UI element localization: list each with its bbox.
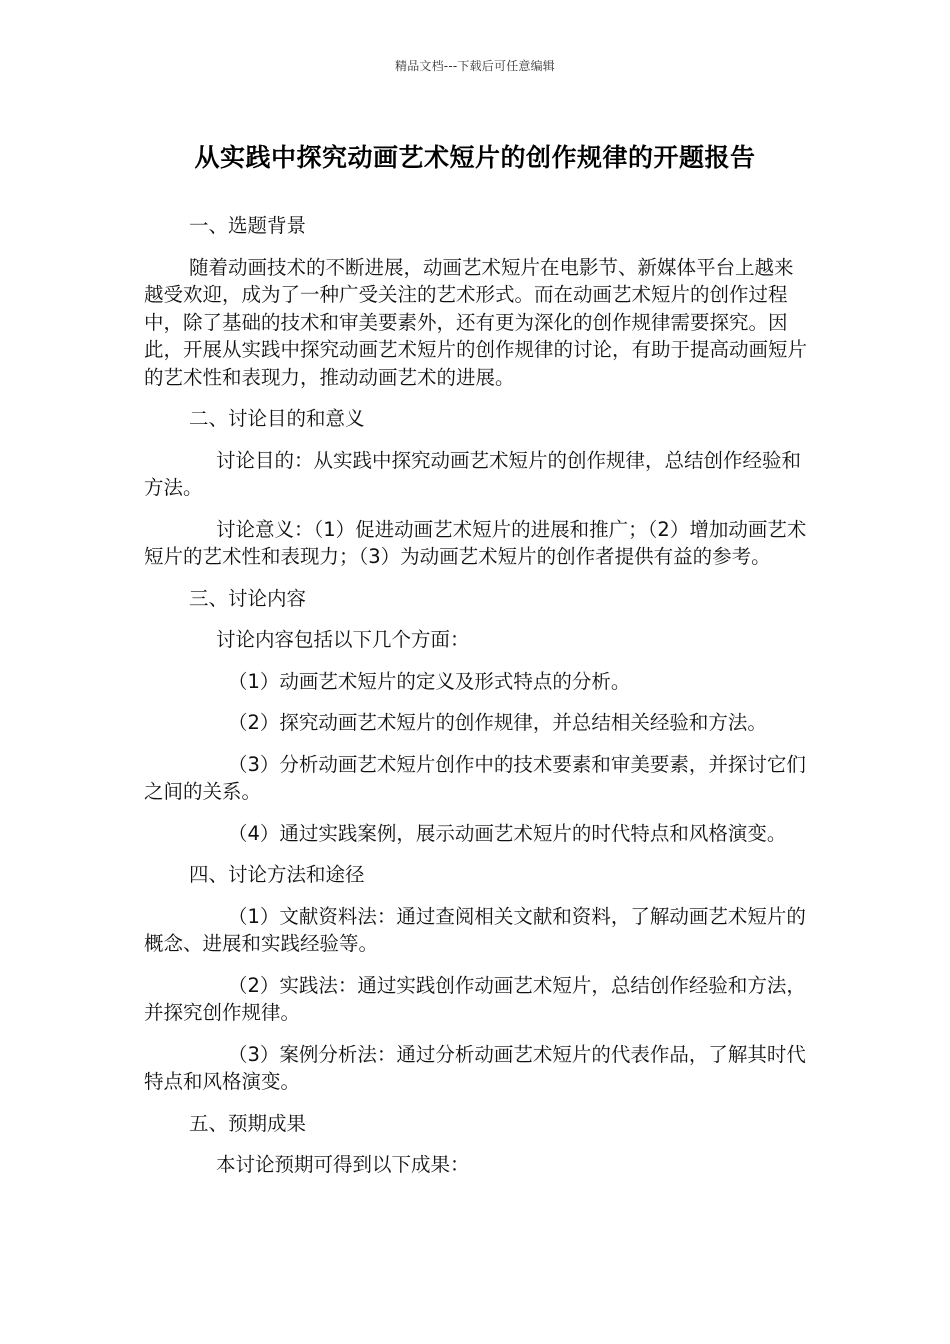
section-heading: 四、讨论方法和途径 [189,863,365,886]
list-item: （2）实践法：通过实践创作动画艺术短片，总结创作经验和方法，并探究创作规律。 [144,973,806,1024]
paragraph: 讨论意义：（1）促进动画艺术短片的进展和推广；（2）增加动画艺术短片的艺术性和表现力；（3）为动画艺术短片的创作者提供有益的参考。 [144,517,807,568]
list-item: （3）分析动画艺术短片创作中的技术要素和审美要素，并探讨它们之间的关系。 [144,752,806,803]
list-item: （1）文献资料法：通过查阅相关文献和资料，了解动画艺术短片的概念、进展和实践经验等。 [144,904,806,955]
list-item: （3）案例分析法：通过分析动画艺术短片的代表作品，了解其时代特点和风格演变。 [144,1042,806,1093]
list-item: （4）通过实践案例，展示动画艺术短片的时代特点和风格演变。 [228,821,787,845]
section-heading: 三、讨论内容 [189,586,307,610]
paragraph: 讨论内容包括以下几个方面： [216,628,470,651]
document-title: 从实践中探究动画艺术短片的创作规律的开题报告 [194,143,756,172]
section-heading: 二、讨论目的和意义 [189,407,365,430]
section-heading: 五、预期成果 [189,1111,307,1135]
paragraph: 讨论目的：从实践中探究动画艺术短片的创作规律，总结创作经验和方法。 [144,448,802,499]
section-heading: 一、选题背景 [189,214,307,237]
list-item: （1）动画艺术短片的定义及形式特点的分析。 [228,669,631,693]
list-item: （2）探究动画艺术短片的创作规律，并总结相关经验和方法。 [228,711,767,734]
paragraph: 随着动画技术的不断进展，动画艺术短片在电影节、新媒体平台上越来越受欢迎，成为了一种广受关注的艺术形式。而在动画艺术短片的创作过程中，除了基础的技术和审美要素外，还有更为深化的创作规律需要探究。因此，开展从实践中探究动画艺术短片的创作规律的讨论，有助于提高动画短片的艺术性和表现力，推动动画艺术的进展。 [144,255,808,389]
document-body [144,212,808,1179]
paragraph: 本讨论预期可得到以下成果： [216,1153,470,1176]
page-header: 精品文档---下载后可任意编辑 [395,59,555,73]
